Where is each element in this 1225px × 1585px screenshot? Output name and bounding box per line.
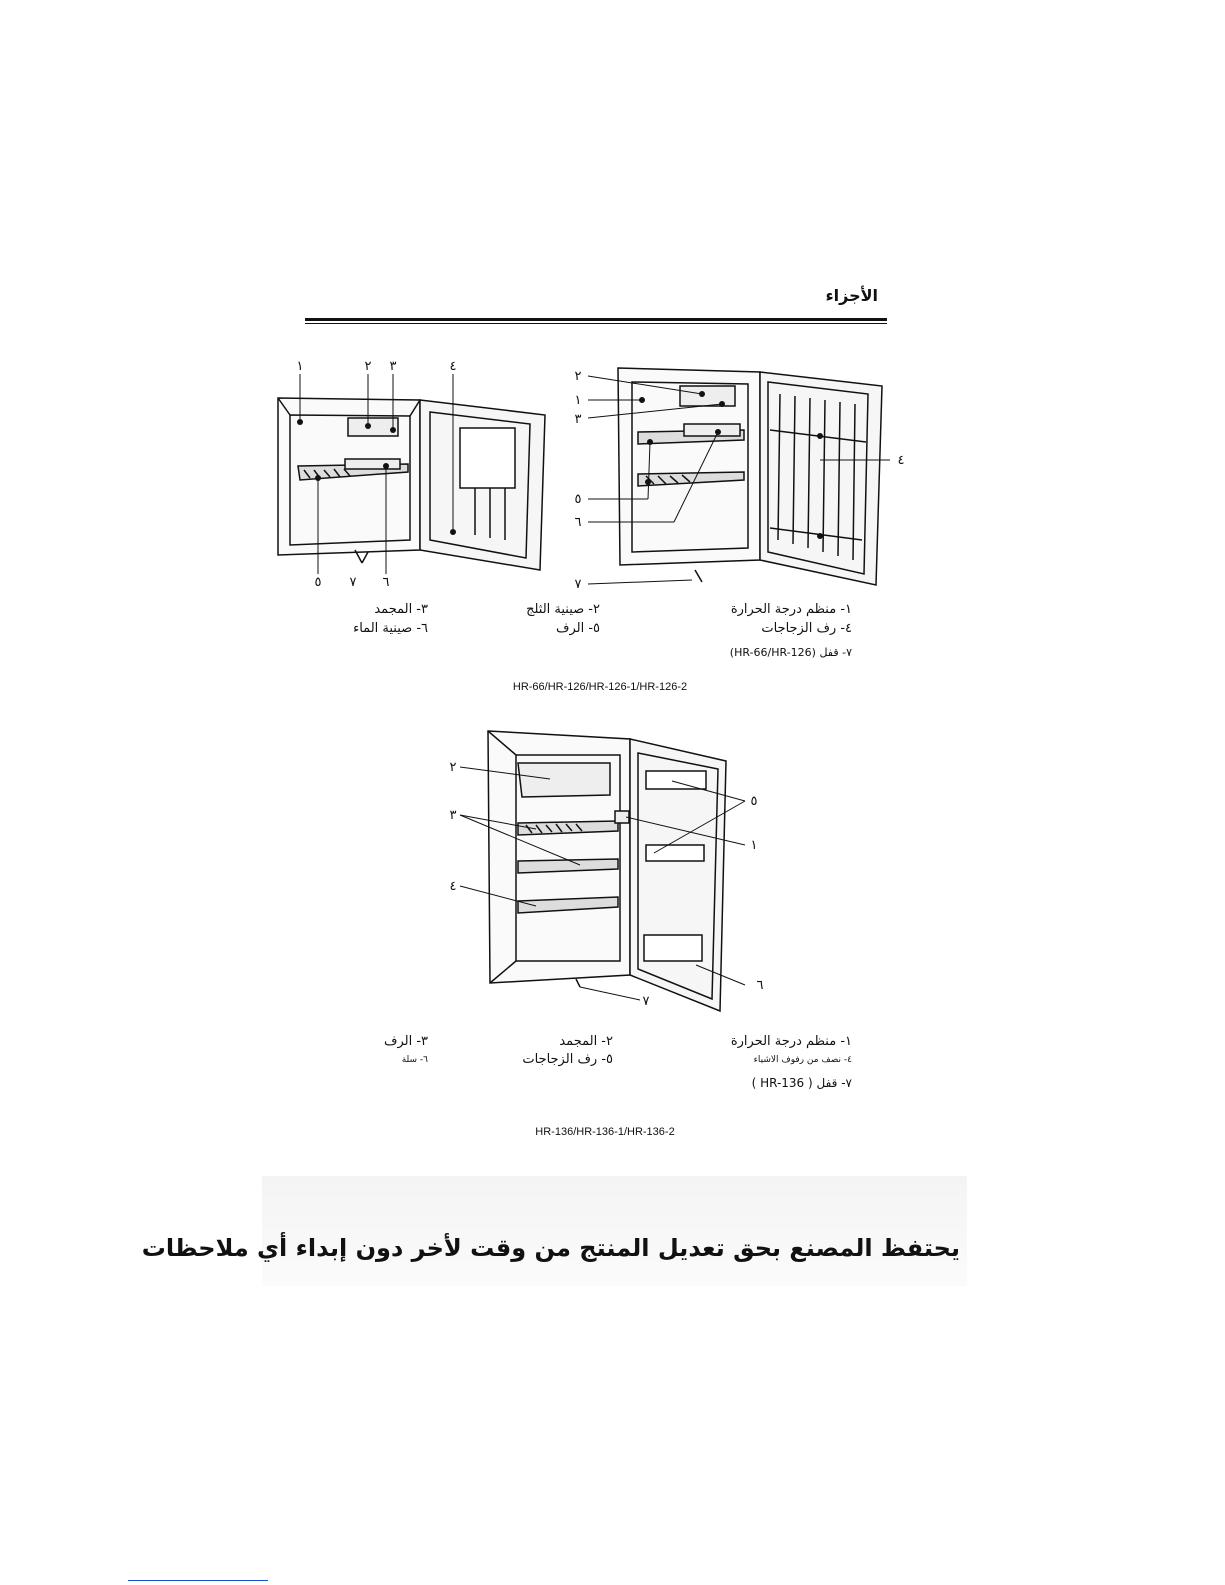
- callout-number: ٧: [574, 577, 582, 592]
- legend2-item-4: ٤- نصف من رفوف الاشياء: [753, 1055, 852, 1065]
- callout-number: ٥: [574, 492, 582, 507]
- figure2-diagram: [440, 725, 780, 1015]
- header-rule: [305, 318, 887, 321]
- section-title: الأجزاء: [825, 286, 878, 305]
- callout-number: ٤: [449, 879, 457, 894]
- callout-number: ٧: [642, 994, 650, 1009]
- callout-number: ٦: [756, 978, 764, 993]
- callout-number: ٢: [364, 359, 372, 374]
- legend-item-1: ١- منظم درجة الحرارة: [730, 602, 852, 617]
- callout-number: ٥: [750, 794, 758, 809]
- callout-number: ٧: [349, 575, 357, 590]
- legend-item-7: ٧- قفل (HR-66/HR-126): [729, 646, 852, 659]
- figure1-models: HR-66/HR-126/HR-126-1/HR-126-2: [512, 681, 688, 693]
- legend-item-3: ٣- المجمد: [374, 602, 428, 617]
- header-rule-thin: [305, 323, 887, 324]
- figure2-models: HR-136/HR-136-1/HR-136-2: [535, 1126, 675, 1138]
- legend-item-5: ٥- الرف: [555, 621, 600, 636]
- legend2-item-3: ٣- الرف: [383, 1034, 428, 1049]
- legend-item-4: ٤- رف الزجاجات: [761, 621, 852, 636]
- footer-banner: [141, 1176, 967, 1286]
- bottom-link-line: [128, 1580, 268, 1581]
- callout-number: ٦: [382, 575, 390, 590]
- legend2-item-2: ٢- المجمد: [559, 1034, 613, 1049]
- callout-number: ٢: [574, 369, 582, 384]
- callout-number: ٣: [574, 412, 582, 427]
- callout-number: ٣: [389, 359, 397, 374]
- callout-number: ٣: [449, 808, 457, 823]
- legend-item-2: ٢- صينية الثلج: [526, 602, 600, 617]
- legend2-item-6: ٦- سلة: [401, 1055, 428, 1065]
- callout-number: ٢: [449, 760, 457, 775]
- callout-number: ١: [574, 393, 582, 408]
- legend-item-6: ٦- صينية الماء: [353, 621, 428, 636]
- callout-number: ٤: [449, 359, 457, 374]
- callout-number: ٤: [897, 453, 905, 468]
- callout-number: ٦: [574, 515, 582, 530]
- fridge-right-illustration: [618, 368, 882, 585]
- legend2-item-1: ١- منظم درجة الحرارة: [730, 1034, 852, 1049]
- legend2-item-7: ٧- قفل ( HR-136 ): [751, 1076, 852, 1090]
- fridge-upright-illustration: [488, 731, 726, 1011]
- legend2-item-5: ٥- رف الزجاجات: [522, 1052, 613, 1067]
- callout-number: ١: [750, 838, 758, 853]
- callout-number: ١: [296, 359, 304, 374]
- figure1-diagram: [270, 359, 905, 592]
- callout-number: ٥: [314, 575, 322, 590]
- footer-notice: يحتفظ المصنع بحق تعديل المنتج من وقت لأخر دون إبداء أي ملاحظات: [141, 1234, 960, 1262]
